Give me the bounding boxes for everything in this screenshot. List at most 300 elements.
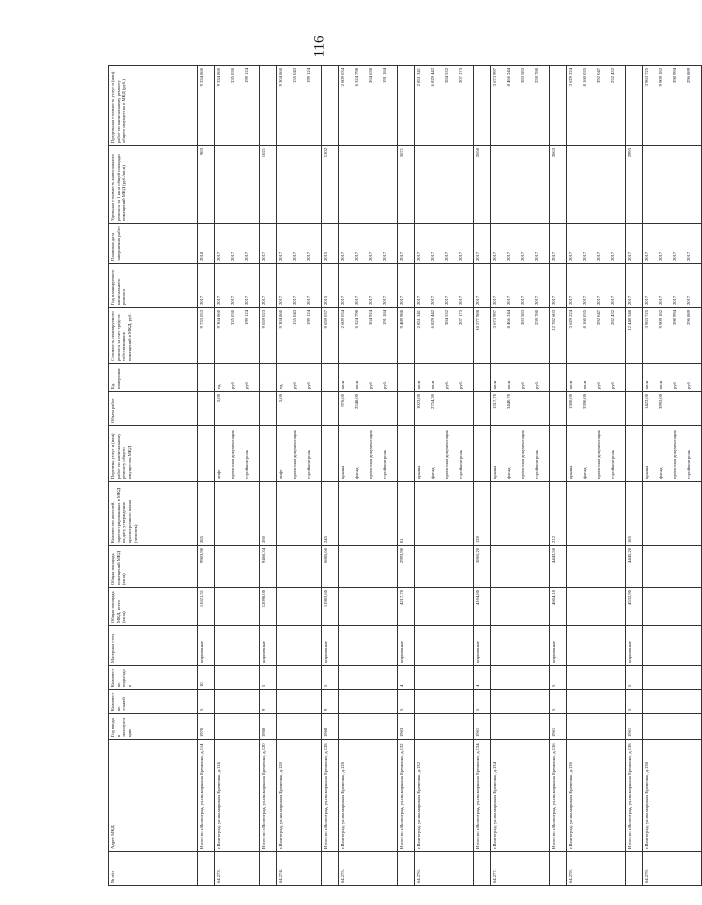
cell-line: 2017: [610, 295, 615, 305]
cell-line: фасад: [430, 467, 435, 479]
cell-line: [306, 394, 320, 423]
cell-line: 2017: [520, 295, 525, 305]
cell-year: [277, 714, 322, 740]
cell-year: 1963: [398, 714, 415, 740]
page-number-text: 116: [311, 35, 328, 57]
cell-line: 2017: [230, 295, 235, 305]
cell-line: 2017: [292, 295, 297, 305]
cell-material: [491, 626, 550, 666]
cell-area-rooms: 3865,20: [474, 546, 491, 588]
cell-limits: [550, 66, 567, 146]
cell-end-dates: [643, 224, 702, 264]
cell-unit-costs: [626, 146, 643, 224]
cell-works: [277, 426, 322, 482]
table-row-item: [567, 66, 626, 886]
cell-costs: [626, 308, 643, 364]
cell-line: руб: [610, 382, 615, 389]
cell-line: 9 334 860: [199, 68, 204, 87]
cell-line: 8 160 035: [582, 68, 587, 87]
cell-no: [550, 852, 567, 886]
cell-works: [567, 426, 626, 482]
cell-line: [444, 394, 458, 423]
cell-area-total: [215, 588, 260, 626]
cell-costs: [322, 308, 339, 364]
cell-line: 3671: [399, 148, 404, 158]
cell-costs: [198, 308, 215, 364]
cell-costs: [277, 308, 322, 364]
cell-floors: 5: [550, 690, 567, 714]
cell-line: 9 304 860: [278, 68, 283, 87]
cell-floors: [567, 690, 626, 714]
cell-residents: [277, 482, 322, 546]
cell-address: г.Волгоград, ул.им.маршала Еременко, д.120: [277, 740, 322, 852]
cell-volumes: [415, 392, 474, 426]
cell-line: руб: [596, 382, 601, 389]
cell-end-dates: [322, 224, 339, 264]
cell-limits: [260, 66, 277, 146]
cell-entrances: [277, 666, 322, 690]
cell-line: 9 334 860: [216, 68, 221, 87]
cell-line: [382, 394, 396, 423]
cell-line: 259 780: [534, 310, 539, 325]
cell-end-dates: [277, 224, 322, 264]
cell-plan-years: [277, 264, 322, 308]
cell-volumes: [474, 392, 491, 426]
table-row-total: [260, 66, 277, 886]
cell-line: 2017: [568, 251, 573, 261]
cell-units: [550, 364, 567, 392]
cell-line: 6 324 798: [354, 68, 359, 87]
cell-line: стройконтроль: [610, 450, 615, 479]
cell-area-rooms: [567, 546, 626, 588]
cell-works: [215, 426, 260, 482]
cell-line: 2 851 341: [416, 310, 421, 329]
cell-area-total: [643, 588, 702, 626]
cell-line: 1202: [323, 148, 328, 158]
cell-no: 64.279.: [643, 852, 702, 886]
cell-limits: [415, 66, 474, 146]
cell-line: 2 609 034: [340, 310, 345, 329]
cell-line: 2017: [354, 251, 359, 261]
cell-line: 1317,70: [492, 394, 497, 409]
cell-line: 2017: [340, 251, 345, 261]
table-row-total: [398, 66, 415, 886]
cell-line: 2017: [444, 251, 449, 261]
cell-no: [198, 852, 215, 886]
cell-volumes: [398, 392, 415, 426]
cell-entrances: 10: [198, 666, 215, 690]
cell-line: [596, 394, 610, 423]
cell-unit-costs: [474, 146, 491, 224]
cell-area-total: [491, 588, 550, 626]
cell-area-rooms: 4445,20: [626, 546, 643, 588]
cell-limits: [643, 66, 702, 146]
cell-residents: [215, 482, 260, 546]
cell-line: 5,00: [216, 394, 221, 403]
cell-plan-years: [626, 264, 643, 308]
cell-address: Итого по г.Волгоград, ул.им.маршала Еременко, д.120: [260, 740, 277, 852]
cell-limits: [491, 66, 550, 146]
header-row: [109, 66, 198, 886]
cell-line: 2017: [216, 251, 221, 261]
cell-works: [198, 426, 215, 482]
cell-residents: [339, 482, 398, 546]
cell-line: 976,00: [340, 394, 345, 407]
cell-line: 392 047: [596, 68, 601, 83]
cell-line: 383 583: [520, 68, 525, 83]
cell-floors: 9: [260, 690, 277, 714]
cell-line: стройконтроль: [382, 450, 387, 479]
cell-limits: [626, 66, 643, 146]
cell-end-dates: [198, 224, 215, 264]
cell-area-total: [339, 588, 398, 626]
cell-unit-costs: [198, 146, 215, 224]
cell-line: 2017: [306, 251, 311, 261]
cell-entrances: [643, 666, 702, 690]
cell-units: [567, 364, 626, 392]
cell-no: 64.273.: [215, 852, 260, 886]
cell-floors: 9: [322, 690, 339, 714]
cell-end-dates: [474, 224, 491, 264]
cell-line: 398 994: [672, 68, 677, 83]
page-number: [296, 26, 344, 66]
cell-end-dates: [398, 224, 415, 264]
table-row-item: [277, 66, 322, 886]
table-rotation-frame: [108, 66, 691, 886]
cell-line: 2017: [216, 295, 221, 305]
cell-material: [215, 626, 260, 666]
table-row-total: [198, 66, 215, 886]
cell-line: 199 124: [306, 310, 311, 325]
cell-line: 2017: [644, 295, 649, 305]
cell-line: проектная документация: [292, 430, 297, 479]
cell-end-dates: [215, 224, 260, 264]
cell-material: [277, 626, 322, 666]
cell-line: 335 030: [230, 68, 235, 83]
cell-line: 2017: [627, 295, 632, 305]
cell-year: [215, 714, 260, 740]
cell-line: 2017: [261, 251, 266, 261]
cell-material: [567, 626, 626, 666]
table-body: [198, 66, 702, 886]
header-cell: Общая площадь помещений МКД (кв.м): [109, 546, 198, 588]
cell-costs: [398, 308, 415, 364]
cell-line: руб: [244, 382, 249, 389]
table-row-total: [322, 66, 339, 886]
cell-line: 3 673 997: [492, 68, 497, 87]
cell-line: 2017: [244, 251, 249, 261]
cell-area-total: [415, 588, 474, 626]
cell-entrances: 5: [550, 666, 567, 690]
cell-residents: 260: [260, 482, 277, 546]
cell-no: 64.275.: [339, 852, 398, 886]
cell-residents: 185: [626, 482, 643, 546]
cell-line: 2017: [596, 251, 601, 261]
cell-address: г.Волгоград, ул.им.маршала Еременко, д.128: [339, 740, 398, 852]
cell-line: 199 124: [306, 68, 311, 83]
cell-line: [610, 394, 624, 423]
cell-line: 6 829 442: [430, 310, 435, 329]
cell-units: [643, 364, 702, 392]
cell-line: 1021: [261, 148, 266, 158]
cell-line: 1023,00: [416, 394, 421, 409]
cell-line: 2017: [492, 251, 497, 261]
cell-line: 9 304 860: [216, 310, 221, 329]
cell-plan-years: [415, 264, 474, 308]
table-row-item: [643, 66, 702, 886]
cell-volumes: [550, 392, 567, 426]
cell-end-dates: [626, 224, 643, 264]
cell-line: 3992,00: [658, 394, 663, 409]
cell-area-rooms: 9466,34: [260, 546, 277, 588]
cell-no: 64.277.: [491, 852, 550, 886]
cell-volumes: [322, 392, 339, 426]
cell-line: руб: [306, 382, 311, 389]
cell-line: 2017: [475, 295, 480, 305]
cell-line: 1300,00: [568, 394, 573, 409]
table-row-total: [626, 66, 643, 886]
cell-line: 3390,00: [582, 394, 587, 409]
cell-entrances: [567, 666, 626, 690]
cell-line: кв.м: [430, 380, 435, 389]
cell-line: 9 659 023: [261, 310, 266, 329]
cell-area-rooms: 6885,60: [322, 546, 339, 588]
cell-floors: 5: [198, 690, 215, 714]
cell-address: г.Волгоград, ул.им.маршала Еременко, д.138: [643, 740, 702, 852]
cell-end-dates: [339, 224, 398, 264]
cell-line: 384 532: [444, 310, 449, 325]
cell-material: кирпичные: [626, 626, 643, 666]
cell-line: 2017: [627, 251, 632, 261]
cell-unit-costs: [550, 146, 567, 224]
cell-line: [534, 394, 548, 423]
cell-line: ед.: [278, 383, 283, 389]
cell-unit-costs: [643, 146, 702, 224]
cell-floors: [215, 690, 260, 714]
cell-line: 335 030: [230, 310, 235, 325]
cell-entrances: [415, 666, 474, 690]
cell-year: 1961: [626, 714, 643, 740]
cell-line: [244, 394, 258, 423]
table-row-item: [415, 66, 474, 886]
cell-year: 1968: [260, 714, 277, 740]
cell-line: 392 047: [596, 310, 601, 325]
cell-line: 384 532: [444, 68, 449, 83]
header-cell: № п/п: [109, 852, 198, 886]
cell-line: 9 659 037: [323, 310, 328, 329]
cell-residents: 285: [198, 482, 215, 546]
cell-unit-costs: [491, 146, 550, 224]
cell-plan-years: [491, 264, 550, 308]
cell-line: 2017: [520, 251, 525, 261]
cell-line: 2017: [354, 295, 359, 305]
cell-line: лифт: [216, 469, 221, 479]
cell-line: 3 673 997: [492, 310, 497, 329]
table-row-total: [550, 66, 567, 886]
header-cell: Количество жителей, зарегистрированных в МКД на дату утверждения краткосрочного плана (человек): [109, 482, 198, 546]
cell-line: 296 889: [686, 310, 691, 325]
cell-costs: [474, 308, 491, 364]
cell-line: 2017: [292, 251, 297, 261]
header-cell: Год планируемого капитального ремонта: [109, 264, 198, 308]
rotated-table-container: [108, 66, 691, 886]
cell-plan-years: [567, 264, 626, 308]
cell-line: руб: [672, 382, 677, 389]
cell-area-total: 4604,10: [550, 588, 567, 626]
cell-line: руб: [686, 382, 691, 389]
cell-no: [260, 852, 277, 886]
cell-line: 2754,30: [430, 394, 435, 409]
cell-line: 383 583: [520, 310, 525, 325]
cell-year: [415, 714, 474, 740]
cell-no: 64.278.: [567, 852, 626, 886]
table-row-item: [491, 66, 550, 886]
cell-line: 2017: [672, 251, 677, 261]
cell-volumes: [567, 392, 626, 426]
cell-line: проектная документация: [596, 430, 601, 479]
cell-year: [643, 714, 702, 740]
header-cell: Год ввода в эксплуатацию: [109, 714, 198, 740]
cell-no: 64.276.: [415, 852, 474, 886]
header-cell: Удельная стоимость капитального ремонта за 1 кв.м общей площади помещений МКД (руб./кв.м): [109, 146, 198, 224]
cell-floors: [339, 690, 398, 714]
cell-line: 2015: [323, 295, 328, 305]
cell-residents: 120: [474, 482, 491, 546]
cell-line: фасад: [354, 467, 359, 479]
header-cell: Объем работ: [109, 392, 198, 426]
cell-line: 2548,00: [354, 394, 359, 409]
cell-line: 2017: [582, 295, 587, 305]
cell-line: 364 638: [368, 68, 373, 83]
cell-material: кирпичные: [198, 626, 215, 666]
cell-line: стройконтроль: [244, 450, 249, 479]
cell-line: [520, 394, 534, 423]
cell-line: руб: [230, 382, 235, 389]
cell-address: Итого по г.Волгоград, ул.им.маршала Еременко, д.114: [198, 740, 215, 852]
cell-line: крыша: [644, 465, 649, 479]
cell-no: [474, 852, 491, 886]
cell-units: [339, 364, 398, 392]
cell-line: 10 277 988: [475, 310, 480, 331]
cell-volumes: [198, 392, 215, 426]
cell-line: 2017: [568, 295, 573, 305]
cell-volumes: [339, 392, 398, 426]
cell-units: [260, 364, 277, 392]
cell-material: [415, 626, 474, 666]
cell-line: 2017: [475, 251, 480, 261]
cell-works: [474, 426, 491, 482]
cell-line: 2017: [430, 251, 435, 261]
cell-line: 2 851 341: [416, 68, 421, 87]
cell-volumes: [626, 392, 643, 426]
cell-line: 2017: [368, 251, 373, 261]
cell-line: руб.: [444, 381, 449, 389]
cell-line: 2017: [340, 295, 345, 305]
cell-entrances: 4: [398, 666, 415, 690]
cell-plan-years: [550, 264, 567, 308]
cell-area-rooms: [277, 546, 322, 588]
cell-line: фасад: [506, 467, 511, 479]
table-header: [109, 66, 198, 886]
header-cell: Адрес МКД: [109, 740, 198, 852]
cell-year: 1961: [550, 714, 567, 740]
cell-address: Итого по г.Волгоград, ул.им.маршала Еременко, д.128: [322, 740, 339, 852]
cell-residents: [643, 482, 702, 546]
cell-line: 3 629 224: [568, 310, 573, 329]
cell-limits: [215, 66, 260, 146]
cell-line: 2017: [458, 295, 463, 305]
cell-line: 2017: [551, 251, 556, 261]
cell-unit-costs: [567, 146, 626, 224]
cell-line: 2017: [382, 295, 387, 305]
cell-line: руб: [292, 382, 297, 389]
cell-area-total: 4532,90: [626, 588, 643, 626]
cell-line: 2017: [278, 295, 283, 305]
cell-line: 2017: [644, 251, 649, 261]
cell-works: [550, 426, 567, 482]
header-cell: Количество этажей: [109, 690, 198, 714]
cell-year: 1970: [198, 714, 215, 740]
cell-line: 207 173: [458, 310, 463, 325]
cell-costs: [260, 308, 277, 364]
cell-line: 6 324 798: [354, 310, 359, 329]
cell-works: [491, 426, 550, 482]
cell-line: 191 184: [382, 310, 387, 325]
cell-address: г.Волгоград, ул.им.маршала Еременко, д.134: [491, 740, 550, 852]
cell-line: 2017: [686, 251, 691, 261]
cell-works: [398, 426, 415, 482]
cell-line: 3063: [551, 148, 556, 158]
cell-address: Итого по г.Волгоград, ул.им.маршала Еременко, д.132: [398, 740, 415, 852]
header-cell: Плановая дата завершения работ: [109, 224, 198, 264]
cell-address: г.Волгоград, ул.им.маршала Еременко, д.114: [215, 740, 260, 852]
cell-limits: [277, 66, 322, 146]
cell-works: [260, 426, 277, 482]
cell-costs: [415, 308, 474, 364]
cell-units: [215, 364, 260, 392]
cell-floors: [277, 690, 322, 714]
cell-entrances: [491, 666, 550, 690]
cell-line: 2017: [658, 295, 663, 305]
cell-volumes: [491, 392, 550, 426]
cell-material: кирпичные: [322, 626, 339, 666]
cell-volumes: [215, 392, 260, 426]
cell-line: [368, 394, 382, 423]
cell-line: 191 184: [382, 68, 387, 83]
cell-no: 64.274.: [277, 852, 322, 886]
cell-plan-years: [198, 264, 215, 308]
cell-plan-years: [474, 264, 491, 308]
cell-line: 8 466 244: [506, 310, 511, 329]
cell-line: 2017: [244, 295, 249, 305]
cell-line: 282 432: [610, 310, 615, 325]
cell-entrances: [339, 666, 398, 690]
cell-line: 2017: [672, 295, 677, 305]
cell-year: 1961: [474, 714, 491, 740]
cell-unit-costs: [339, 146, 398, 224]
cell-line: 8 160 035: [582, 310, 587, 329]
cell-line: кв.м: [658, 380, 663, 389]
cell-line: 2017: [278, 251, 283, 261]
cell-costs: [567, 308, 626, 364]
cell-line: 12 448 348: [627, 310, 632, 331]
cell-line: проектная документация: [672, 430, 677, 479]
cell-line: руб.: [382, 381, 387, 389]
cell-line: 9 909 182: [658, 310, 663, 329]
cell-residents: 245: [322, 482, 339, 546]
cell-line: 155 043: [292, 310, 297, 325]
cell-line: 983: [199, 148, 204, 155]
